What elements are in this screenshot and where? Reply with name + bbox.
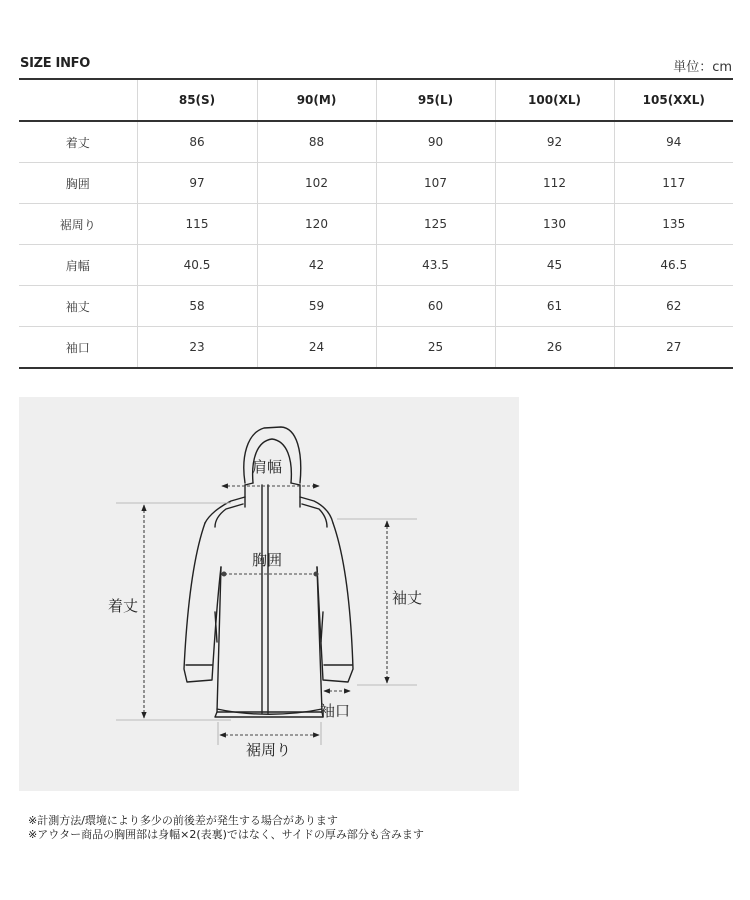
table-cell: 120 (257, 204, 376, 245)
table-cell: 24 (257, 327, 376, 369)
sleeve-length-label: 袖丈 (392, 589, 423, 607)
row-label: 裾周り (19, 204, 137, 245)
left-sleeve (184, 523, 221, 682)
table-cell: 86 (137, 121, 257, 163)
row-label: 袖丈 (19, 286, 137, 327)
measurement-diagram (19, 397, 519, 791)
table-cell: 88 (257, 121, 376, 163)
note-outer-chest: ※アウター商品の胸囲部は身幅×2(表裏)ではなく、サイドの厚み部分も含みます (28, 828, 424, 841)
table-row (19, 121, 733, 163)
jacket-illustration (19, 397, 519, 791)
right-sleeve (317, 523, 353, 682)
table-cell: 61 (495, 286, 614, 327)
table-cell: 115 (137, 204, 257, 245)
cuff-label: 袖口 (320, 702, 351, 720)
hem-label: 裾周り (246, 741, 292, 759)
table-row (19, 327, 733, 369)
row-label: 着丈 (19, 121, 137, 163)
table-corner-cell (19, 79, 137, 121)
table-cell: 97 (137, 163, 257, 204)
length-label: 着丈 (108, 597, 139, 615)
table-row (19, 286, 733, 327)
table-cell: 90 (376, 121, 495, 163)
table-cell: 130 (495, 204, 614, 245)
column-header: 95(L) (376, 79, 495, 121)
table-cell: 125 (376, 204, 495, 245)
table-cell: 117 (614, 163, 733, 204)
note-measurement: ※計測方法/環境により多少の前後差が発生する場合があります (28, 814, 338, 827)
chest-label: 胸囲 (252, 551, 283, 569)
zipper (262, 485, 268, 713)
size-table (19, 78, 733, 369)
body-outline (217, 567, 322, 712)
shoulder-label: 肩幅 (252, 458, 283, 476)
table-row (19, 163, 733, 204)
size-info-header (20, 56, 732, 76)
table-cell: 112 (495, 163, 614, 204)
row-label: 肩幅 (19, 245, 137, 286)
size-info-title: SIZE INFO (20, 56, 90, 71)
column-header: 90(M) (257, 79, 376, 121)
table-cell: 102 (257, 163, 376, 204)
table-cell: 107 (376, 163, 495, 204)
table-cell: 23 (137, 327, 257, 369)
table-row (19, 245, 733, 286)
table-cell: 45 (495, 245, 614, 286)
table-cell: 59 (257, 286, 376, 327)
unit-label: 単位：cm (673, 60, 732, 75)
column-header: 105(XXL) (614, 79, 733, 121)
table-cell: 58 (137, 286, 257, 327)
table-cell: 43.5 (376, 245, 495, 286)
table-row (19, 204, 733, 245)
table-cell: 135 (614, 204, 733, 245)
row-label: 袖口 (19, 327, 137, 369)
table-cell: 92 (495, 121, 614, 163)
table-cell: 60 (376, 286, 495, 327)
table-cell: 26 (495, 327, 614, 369)
table-cell: 94 (614, 121, 733, 163)
column-header: 100(XL) (495, 79, 614, 121)
table-header-row (19, 79, 733, 121)
column-header: 85(S) (137, 79, 257, 121)
table-cell: 42 (257, 245, 376, 286)
table-cell: 46.5 (614, 245, 733, 286)
table-cell: 27 (614, 327, 733, 369)
table-cell: 62 (614, 286, 733, 327)
row-label: 胸囲 (19, 163, 137, 204)
table-cell: 40.5 (137, 245, 257, 286)
table-cell: 25 (376, 327, 495, 369)
